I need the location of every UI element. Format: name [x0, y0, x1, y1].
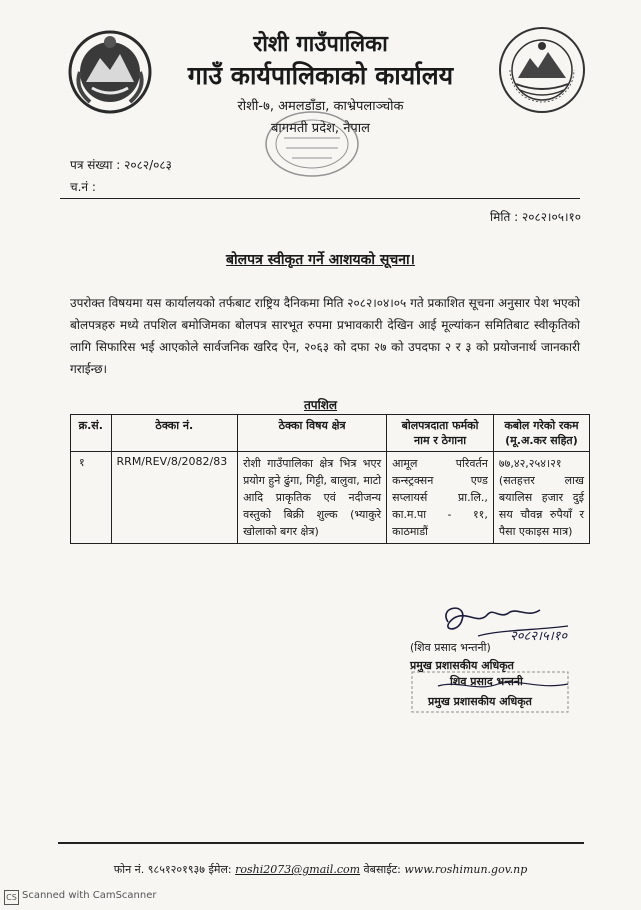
- col-sn: क्र.सं.: [71, 415, 112, 452]
- footer-contact: [0, 862, 641, 877]
- date-value: २०८२।०५।१०: [521, 210, 581, 224]
- dispatch-number-label: च.नं :: [70, 180, 96, 194]
- cell-amount: ७७,४२,२५४।२१ (सतहत्तर लाख बयालिस हजार दुई सय चौवन्न रुपैयाँ र पैसा एकाइस मात्र): [493, 452, 589, 544]
- letter-number-value: २०८२/०८३: [124, 158, 172, 172]
- roshi-municipality-logo-icon: [496, 24, 588, 116]
- col-bidder: बोलपत्रदाता फर्मको नाम र ठेगाना: [387, 415, 494, 452]
- cell-subject: रोशी गाउँपालिका क्षेत्र भित्र भएर प्रयोग हुने ढुंगा, गिट्टी, बालुवा, माटो आदि प्राकृतिक एवं नदीजन्य वस्तुको बिक्री शुल्क (भ्याकुरे खोलाको बगर क्षेत्र): [238, 452, 387, 544]
- municipality-name: रोशी गाउँपालिका: [253, 32, 388, 57]
- col-subject: ठेक्का विषय क्षेत्र: [238, 415, 387, 452]
- letter-date: [490, 208, 581, 225]
- date-label: मिति :: [490, 210, 519, 224]
- office-name: गाउँ कार्यपालिकाको कार्यालय: [187, 61, 454, 90]
- office-stamp-icon: [262, 108, 362, 180]
- office-address: रोशी-७, अमलडाँडा, काभ्रेपलाञ्चोक: [237, 99, 404, 114]
- cell-bidder: आमूल परिवर्तन कन्स्ट्रक्सन एण्ड सप्लायर्स प्रा.लि., का.म.पा - ११, काठमाडौं: [387, 452, 494, 544]
- col-amount: कबोल गरेको रकम (मू.अ.कर सहित): [493, 415, 589, 452]
- notice-title-text: बोलपत्र स्वीकृत गर्ने आशयको सूचना।: [226, 252, 415, 268]
- letter-number-label: पत्र संख्या :: [70, 158, 121, 172]
- dispatch-number: [70, 178, 96, 195]
- footer-divider: [58, 842, 584, 844]
- camscanner-text: Scanned with CamScanner: [22, 890, 157, 901]
- stamp-title: प्रमुख प्रशासकीय अधिकृत: [428, 695, 532, 708]
- website-label: वेबसाईट:: [363, 863, 401, 876]
- office-province: बागमती प्रदेश, नेपाल: [271, 121, 370, 136]
- website-link[interactable]: www.roshimun.gov.np: [404, 863, 528, 876]
- camscanner-watermark: [4, 890, 157, 905]
- col-contract-no: ठेक्का नं.: [111, 415, 238, 452]
- notice-title: [0, 250, 641, 269]
- signatory-name: (शिव प्रसाद भन्तनी): [410, 641, 491, 654]
- phone-label: फोन नं.: [113, 863, 145, 876]
- notice-body: उपरोक्त विषयमा यस कार्यालयको तर्फबाट राष्ट्रिय दैनिकमा मिति २०८२।०४।०५ गते प्रकाशित सूचना अनुसार पेश भएको बोलपत्रहरु मध्ये तपशिल बमोजिमका बोलपत्र सारभूत रुपमा प्रभावकारी देखिन आई मूल्यांकन समितिबाट स्वीकृतिको लागि सिफारिस भई आएकोले सार्वजनिक खरिद ऐन, २०६३ को दफा २७ को उपदफा २ र ३ को प्रयोजनार्थ जानकारी गराईन्छ।: [70, 296, 580, 376]
- table-row: [71, 452, 590, 544]
- email-label: ईमेल:: [208, 863, 232, 876]
- header-divider: [60, 198, 580, 199]
- svg-text:२०८२।५।१०: २०८२।५।१०: [510, 629, 568, 644]
- stamp-name: शिव प्रसाद भन्तनी: [450, 675, 523, 688]
- table-caption: तपशिल: [303, 398, 338, 412]
- signatory-title: प्रमुख प्रशासकीय अधिकृत: [410, 659, 514, 672]
- cell-contract-no: RRM/REV/8/2082/83: [111, 452, 238, 544]
- camscanner-icon: CS: [4, 890, 19, 905]
- letter-number: [70, 156, 172, 173]
- bid-table: [70, 414, 590, 544]
- phone-value: ९८५१२०१९३७: [147, 863, 205, 876]
- cell-sn: १: [71, 452, 112, 544]
- table-header-row: [71, 415, 590, 452]
- email-link[interactable]: roshi2073@gmail.com: [235, 863, 361, 876]
